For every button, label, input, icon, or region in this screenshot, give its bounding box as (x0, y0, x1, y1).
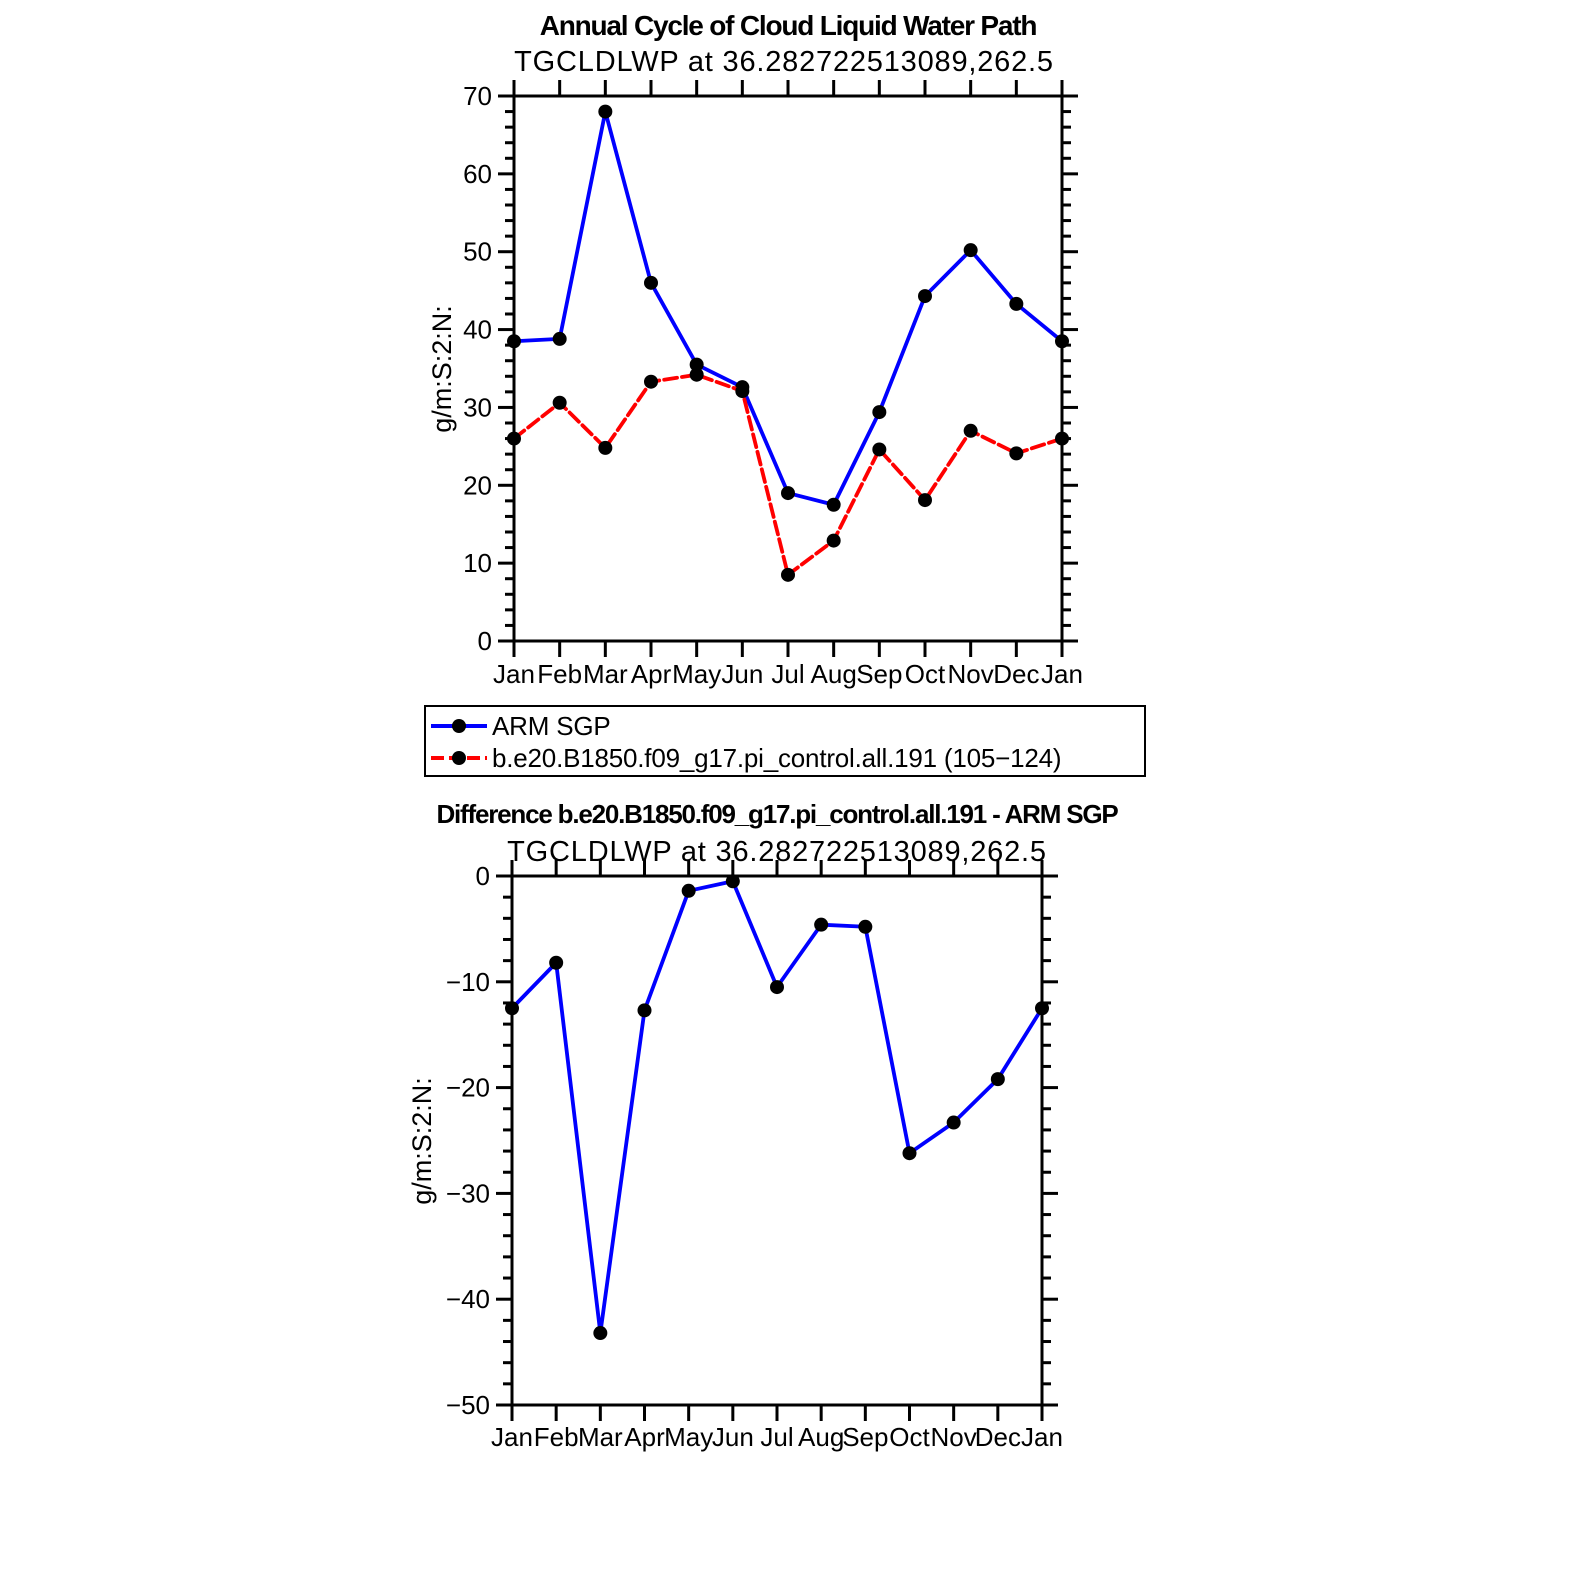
chart1-subtitle: TGCLDLWP at 36.282722513089,262.5 (514, 46, 1054, 78)
arm-sgp-data-point (918, 289, 932, 303)
y-axis-tick-label: 0 (477, 626, 492, 656)
x-axis-tick-label: Jun (721, 659, 764, 689)
legend-entry-arm-sgp (430, 710, 611, 741)
x-axis-tick-label: Jan (491, 1422, 533, 1452)
legend-box (424, 705, 1146, 777)
arm-sgp-data-point (781, 486, 795, 500)
arm-sgp-data-point (1009, 297, 1023, 311)
y-axis-tick-label: 30 (463, 392, 492, 423)
model-data-point (918, 493, 932, 507)
model-data-point (553, 396, 567, 410)
difference-data-point (505, 1001, 519, 1015)
difference-data-point (1035, 1001, 1049, 1015)
x-axis-tick-label: Nov (947, 659, 994, 689)
legend-line-sample-dashed (430, 748, 488, 768)
difference-data-point (858, 920, 872, 934)
arm-sgp-line (514, 112, 1062, 505)
model-data-point (1009, 446, 1023, 460)
model-data-point (507, 432, 521, 446)
arm-sgp-data-point (964, 243, 978, 257)
difference-data-point (726, 874, 740, 888)
x-axis-tick-label: Jan (1041, 659, 1083, 689)
x-axis-tick-label: Jan (493, 659, 535, 689)
x-axis-tick-label: Jul (760, 1422, 794, 1452)
y-axis-tick-label: −50 (445, 1390, 490, 1420)
arm-sgp-data-point (598, 105, 612, 119)
y-axis-tick-label: −10 (445, 966, 490, 997)
x-axis-tick-label: Sep (856, 659, 903, 689)
y-axis-tick-label: 20 (463, 470, 492, 501)
difference-data-point (682, 884, 696, 898)
difference-data-point (814, 918, 828, 932)
y-axis-tick-label: −30 (445, 1178, 490, 1209)
chart-1 (463, 80, 1083, 689)
x-axis-tick-label: Aug (798, 1422, 845, 1452)
difference-data-point (947, 1116, 961, 1130)
model-data-point (872, 442, 886, 456)
y-axis-tick-label: 0 (475, 861, 490, 891)
y-axis-tick-label: 50 (463, 236, 492, 267)
chart1-y-axis-label: g/m:S:2:N: (427, 305, 457, 433)
y-axis-tick-label: 40 (463, 314, 492, 345)
legend-entry-model (430, 742, 1062, 773)
arm-sgp-data-point (1055, 334, 1069, 348)
model-data-point (598, 441, 612, 455)
x-axis-tick-label: Dec (993, 659, 1040, 689)
x-axis-tick-label: Apr (624, 1422, 665, 1452)
y-axis-tick-label: −20 (445, 1072, 490, 1103)
x-axis-tick-label: Dec (974, 1422, 1021, 1452)
plot-border (512, 876, 1042, 1405)
difference-data-point (638, 1003, 652, 1017)
model-data-point (690, 368, 704, 382)
arm-sgp-data-point (553, 332, 567, 346)
arm-sgp-data-point (827, 498, 841, 512)
difference-data-point (549, 956, 563, 970)
chart2-title: Difference b.e20.B1850.f09_g17.pi_control.all.191 - ARM SGP (436, 799, 1118, 829)
x-axis-tick-label: Oct (904, 659, 946, 689)
x-axis-tick-label: Apr (630, 659, 672, 689)
x-axis-tick-label: May (664, 1422, 714, 1452)
x-axis-tick-label: Feb (537, 659, 583, 689)
y-axis-tick-label: 10 (463, 548, 492, 579)
x-axis-tick-label: Mar (582, 659, 628, 689)
arm-sgp-data-point (644, 276, 658, 290)
difference-data-point (903, 1146, 917, 1160)
x-axis-tick-label: Jul (771, 659, 805, 689)
x-axis-tick-label: Sep (842, 1422, 889, 1452)
legend-line-sample-solid (430, 716, 488, 736)
plot-border (514, 96, 1062, 641)
difference-data-point (991, 1072, 1005, 1086)
difference-data-point (593, 1326, 607, 1340)
difference-line (512, 881, 1042, 1333)
chart-2 (446, 860, 1063, 1452)
x-axis-tick-label: Feb (533, 1422, 579, 1452)
model-data-point (827, 534, 841, 548)
difference-data-point (770, 980, 784, 994)
y-axis-tick-label: 70 (463, 81, 492, 111)
y-axis-tick-label: −40 (445, 1284, 490, 1315)
arm-sgp-data-point (507, 334, 521, 348)
chart2-subtitle: TGCLDLWP at 36.282722513089,262.5 (507, 836, 1047, 868)
x-axis-tick-label: Mar (577, 1422, 623, 1452)
x-axis-tick-label: Jan (1021, 1422, 1063, 1452)
arm-sgp-data-point (872, 405, 886, 419)
x-axis-tick-label: Jun (711, 1422, 754, 1452)
model-data-point (735, 384, 749, 398)
legend-label-model: b.e20.B1850.f09_g17.pi_control.all.191 (105−124) (492, 742, 1062, 773)
model-data-point (781, 568, 795, 582)
model-data-point (644, 375, 658, 389)
model-line (514, 375, 1062, 575)
chart1-title: Annual Cycle of Cloud Liquid Water Path (539, 10, 1037, 41)
model-data-point (1055, 432, 1069, 446)
chart2-y-axis-label: g/m:S:2:N: (407, 1077, 437, 1205)
x-axis-tick-label: Nov (930, 1422, 977, 1452)
model-data-point (964, 424, 978, 438)
x-axis-tick-label: Aug (810, 659, 857, 689)
x-axis-tick-label: Oct (889, 1422, 930, 1452)
legend-label-arm-sgp: ARM SGP (492, 710, 611, 741)
x-axis-tick-label: May (672, 659, 722, 689)
y-axis-tick-label: 60 (463, 158, 492, 189)
